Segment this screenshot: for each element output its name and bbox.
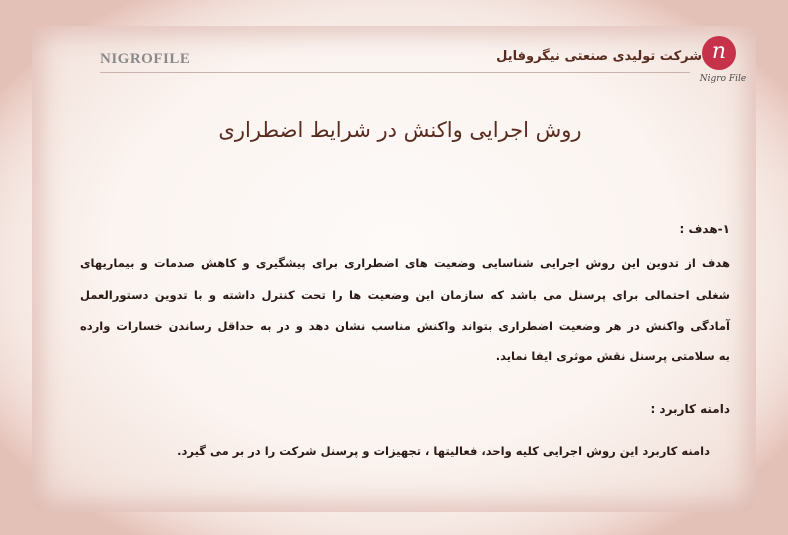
goal-line-1: هدف از تدوین این روش اجرایی شناسایی وضعیت های اضطراری برای پیشگیری و کاهش صدمات و بیماریهای xyxy=(80,256,730,270)
brand-latin-name: NIGROFILE xyxy=(100,51,191,67)
scope-text: دامنه کاربرد این روش اجرایی کلیه واحد، فعالیتها ، تجهیزات و پرسنل شرکت را در بر می گیرد. xyxy=(177,444,710,458)
header-divider xyxy=(100,72,690,73)
logo-mark-icon: n xyxy=(702,36,736,70)
company-logo xyxy=(700,36,746,90)
goal-line-2: شغلی احتمالی برای پرسنل می باشد که سازمان این وضعیت ها را تحت کنترل داشته و با تدوین دستورالعمل xyxy=(80,288,730,302)
header xyxy=(100,47,740,73)
scope-heading: دامنه کاربرد : xyxy=(650,402,730,416)
goal-heading: ۱-هدف : xyxy=(679,222,730,236)
logo-caption: Nigro File xyxy=(699,74,747,84)
page-title: روش اجرایی واکنش در شرایط اضطراری xyxy=(218,118,582,142)
goal-line-3: آمادگی واکنش در هر وضعیت اضطراری بتواند واکنش مناسب نشان دهد و در به حداقل رساندن خسارات وارده xyxy=(80,319,730,333)
company-name: شرکت تولیدی صنعتی نیگروفایل xyxy=(496,49,702,64)
goal-line-4: به سلامتی پرسنل نقش موثری ایفا نماید. xyxy=(495,349,730,363)
